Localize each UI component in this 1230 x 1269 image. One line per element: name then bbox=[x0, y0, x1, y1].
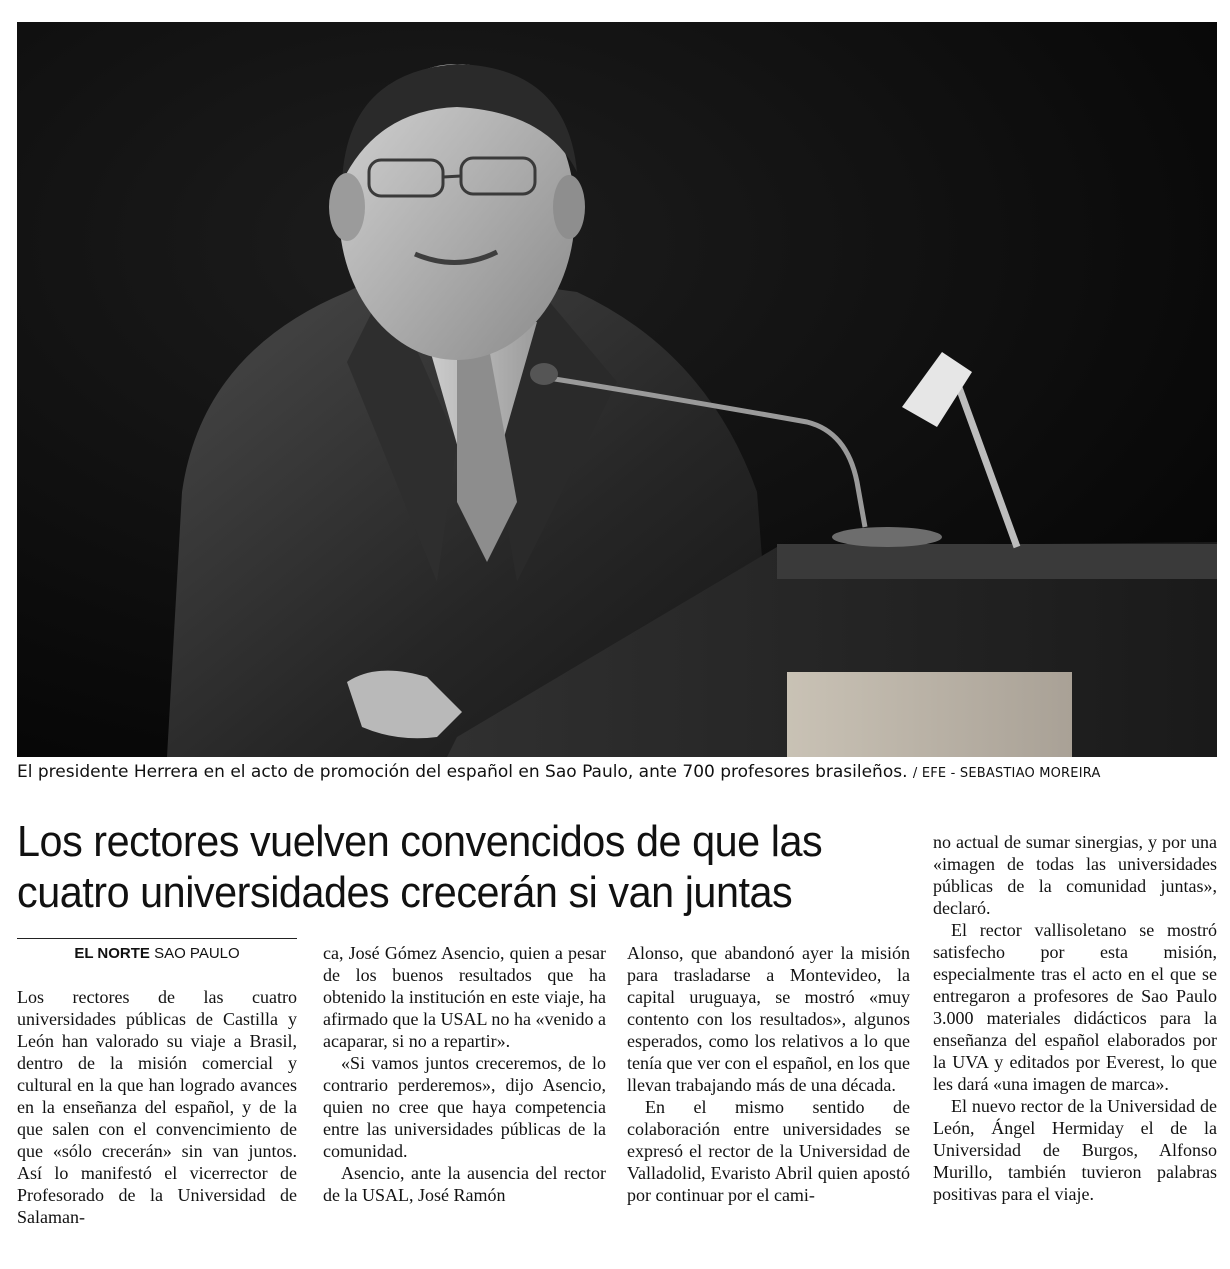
paragraph: El nuevo rector de la Universidad de León, Ángel Hermiday el de la Universidad de Burgos, Alfonso Murillo, también tuvieron palabras positivas para el viaje. bbox=[933, 1096, 1217, 1204]
paragraph: no actual de sumar sinergias, y por una «imagen de todas las universidades públicas de la comunidad juntas», declaró. bbox=[933, 832, 1217, 918]
paragraph: «Si vamos juntos creceremos, de lo contrario perderemos», dijo Asencio, quien no cree que haya competencia entre las universidades públicas de la comunidad. bbox=[323, 1053, 606, 1161]
byline-divider bbox=[17, 938, 297, 939]
byline-location: SAO PAULO bbox=[154, 945, 240, 962]
article-column-4 bbox=[933, 831, 1217, 1205]
paragraph: Los rectores de las cuatro universidades públicas de Castilla y León han valorado su viaje a Brasil, dentro de la misión comercial y cultural en la que han logrado avances en la enseñanza del español, y de la que salen con el convencimiento de que «sólo crecerán» sin van juntos. Así lo manifestó el vicerrector de Profesorado de la Universidad de Salaman- bbox=[17, 987, 297, 1227]
previous-page-fragment bbox=[0, 0, 1230, 14]
byline bbox=[17, 945, 297, 962]
paragraph: Asencio, ante la ausencia del rector de la USAL, José Ramón bbox=[323, 1163, 606, 1205]
byline-organization: EL NORTE bbox=[74, 945, 150, 962]
photo-credit: / EFE - SEBASTIAO MOREIRA bbox=[912, 766, 1101, 781]
paragraph: En el mismo sentido de colaboración entre universidades se expresó el rector de la Universidad de Valladolid, Evaristo Abril quien apostó por continuar por el cami- bbox=[627, 1097, 910, 1205]
article-column-2 bbox=[323, 942, 606, 1206]
paragraph: ca, José Gómez Asencio, quien a pesar de los buenos resultados que ha obtenido la institución en este viaje, ha afirmado que la USAL no ha «venido a acaparar, si no a repartir». bbox=[323, 943, 606, 1051]
speaker-at-podium-illustration bbox=[17, 22, 1217, 757]
speaker-photo bbox=[17, 22, 1217, 757]
article-column-1 bbox=[17, 986, 297, 1228]
article-headline: Los rectores vuelven convencidos de que las cuatro universidades crecerán si van juntas bbox=[17, 817, 823, 917]
photo-caption bbox=[17, 762, 1217, 786]
paragraph: El rector vallisoletano se mostró satisfecho por esta misión, especialmente tras el acto en el que se entregaron a profesores de Sao Paulo 3.000 materiales didácticos para la enseñanza del español elaborados por la UVA y editados por Everest, lo que les dará «una imagen de marca». bbox=[933, 920, 1217, 1094]
caption-text: El presidente Herrera en el acto de promoción del español en Sao Paulo, ante 700 profesores brasileños. bbox=[17, 762, 908, 782]
paragraph: Alonso, que abandonó ayer la misión para trasladarse a Montevideo, la capital uruguaya, se mostró «muy contento con los resultados», algunos esperados, como los relativos a lo que tenía que ver con el español, en los que llevan trabajando más de una década. bbox=[627, 943, 910, 1095]
article-column-3 bbox=[627, 942, 910, 1206]
